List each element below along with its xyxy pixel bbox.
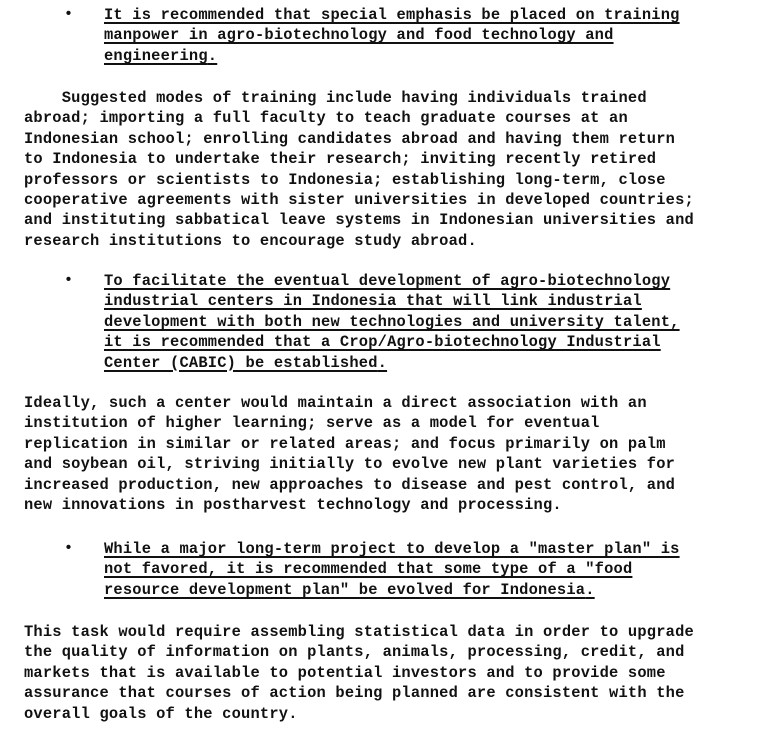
text-line: Suggested modes of training include having individuals trained: [24, 89, 647, 107]
text-segment: Center (CABIC) be established: [104, 353, 378, 372]
text-segment: engineering: [104, 46, 208, 65]
text-line: manpower in agro-biotechnology and food technology and: [104, 26, 614, 45]
text-line: professors or scientists to Indonesia; establishing long-term, close: [24, 170, 666, 189]
text-line: industrial centers in Indonesia that will link industrial: [104, 292, 642, 311]
text-line: [104, 580, 680, 600]
recommendation-text: [104, 5, 680, 66]
text-line: new innovations in postharvest technology and processing.: [24, 496, 562, 515]
cabic-description-paragraph: [24, 393, 764, 515]
text-line: the quality of information on plants, animals, processing, credit, and: [24, 643, 685, 662]
recommendation-text: [104, 271, 680, 373]
text-line: Ideally, such a center would maintain a direct association with an: [24, 394, 647, 412]
recommendation-text: [104, 539, 680, 600]
text-line: development with both new technologies and university talent,: [104, 312, 680, 331]
trailing-punctuation: .: [585, 580, 595, 599]
text-line: abroad; importing a full faculty to teach graduate courses at an: [24, 109, 628, 128]
text-line: and instituting sabbatical leave systems in Indonesian universities and: [24, 211, 694, 230]
bullet-icon: •: [64, 272, 74, 289]
text-line: cooperative agreements with sister universities in developed countries;: [24, 191, 694, 210]
text-line: institution of higher learning; serve as a model for eventual: [24, 414, 600, 433]
text-line: To facilitate the eventual development of agro-biotechnology: [104, 272, 671, 290]
text-line: [104, 353, 680, 373]
text-line: increased production, new approaches to disease and pest control, and: [24, 475, 676, 494]
training-modes-paragraph: [24, 88, 764, 251]
text-line: Indonesian school; enrolling candidates abroad and having them return: [24, 129, 676, 148]
text-line: markets that is available to potential investors and to provide some: [24, 663, 666, 682]
text-line: not favored, it is recommended that some type of a "food: [104, 560, 633, 579]
text-line: replication in similar or related areas; and focus primarily on palm: [24, 434, 666, 453]
text-line: research institutions to encourage study abroad.: [24, 231, 477, 250]
food-plan-paragraph: [24, 622, 764, 724]
trailing-punctuation: .: [377, 353, 388, 372]
bullet-icon: •: [64, 540, 74, 557]
bullet-icon: •: [64, 6, 74, 23]
text-line: assurance that courses of action being planned are consistent with the: [24, 684, 685, 703]
text-line: It is recommended that special emphasis be placed on training: [104, 6, 680, 24]
text-line: and soybean oil, striving initially to evolve new plant varieties for: [24, 455, 676, 474]
text-line: [104, 46, 680, 66]
text-segment: resource development plan" be evolved for Indonesia: [104, 580, 586, 599]
text-line: While a major long-term project to develop a "master plan" is: [104, 540, 680, 558]
text-line: to Indonesia to undertake their research; inviting recently retired: [24, 150, 657, 169]
text-line: it is recommended that a Crop/Agro-biotechnology Industrial: [104, 333, 661, 352]
text-line: This task would require assembling statistical data in order to upgrade: [24, 623, 694, 641]
trailing-punctuation: .: [207, 46, 218, 65]
text-line: overall goals of the country.: [24, 704, 298, 723]
